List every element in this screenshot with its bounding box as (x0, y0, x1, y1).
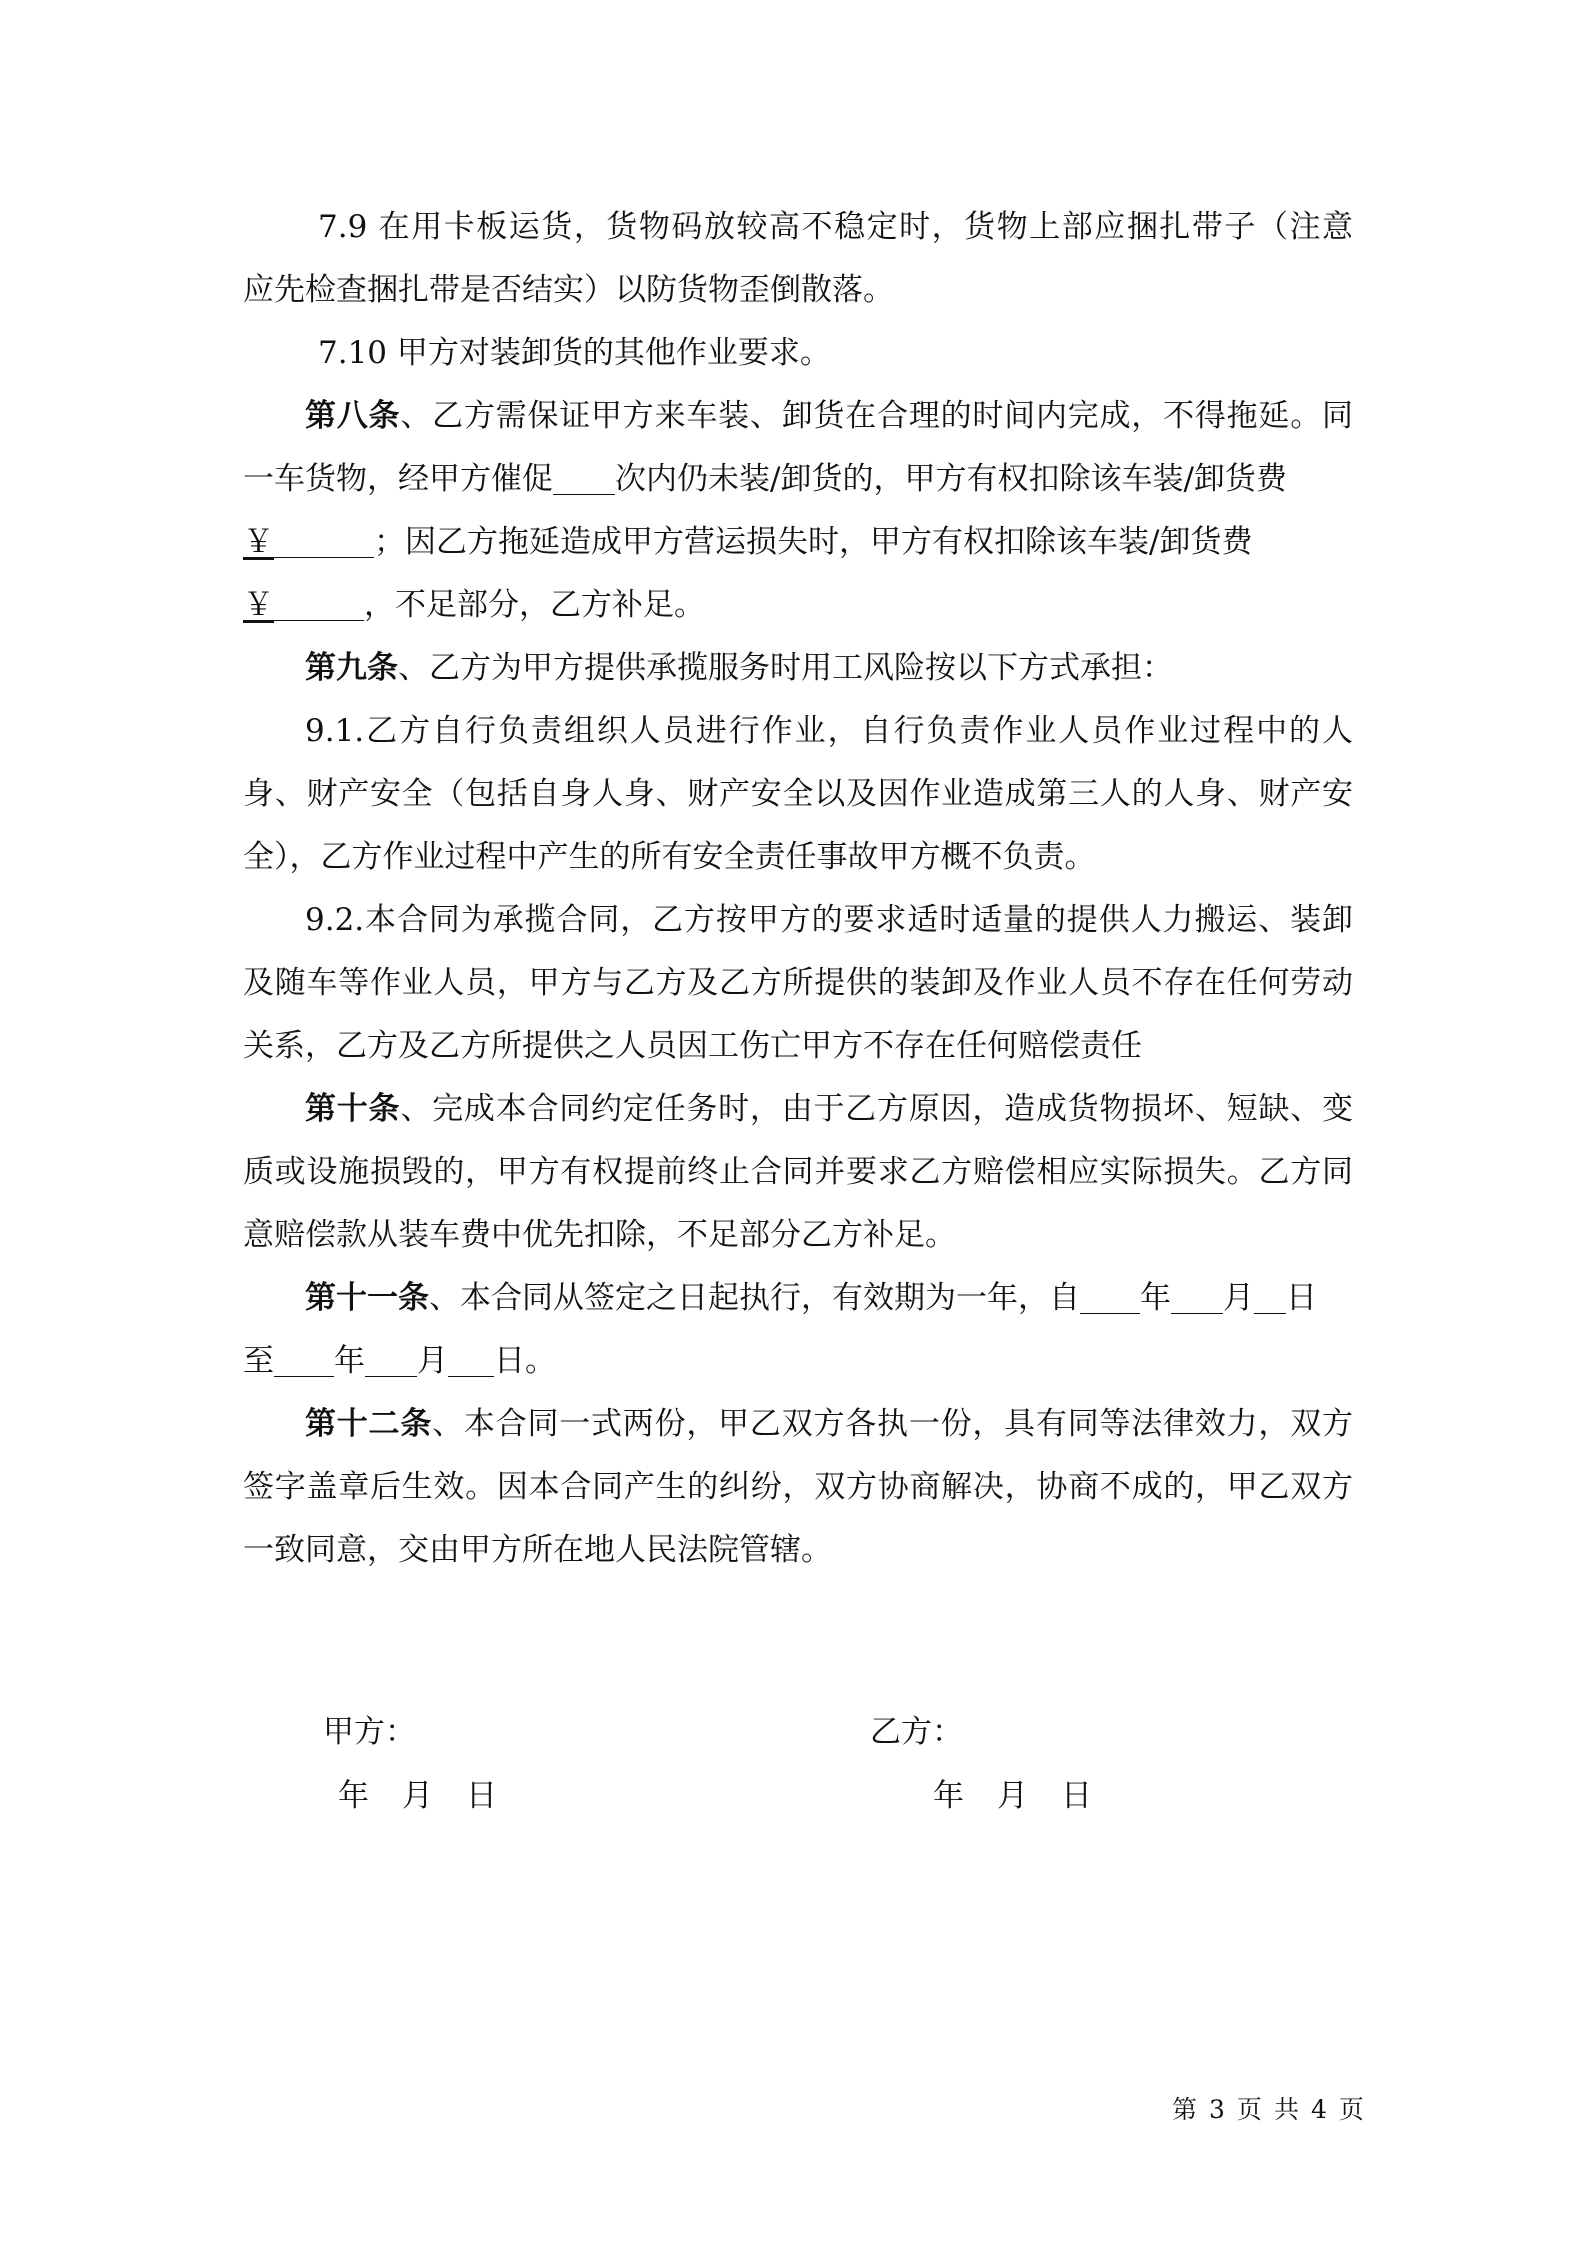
article-9 (305, 648, 1173, 688)
party-b-signature-label (870, 1712, 963, 1752)
footer-text: 页 (1338, 2095, 1364, 2124)
start-day-blank[interactable] (1254, 1283, 1286, 1314)
article-text: ，不足部分，乙方补足。 (364, 587, 705, 623)
article-text: 一致同意，交由甲方所在地人民法院管辖。 (243, 1532, 832, 1568)
article-text: ；因乙方拖延造成甲方营运损失时，甲方有权扣除该车装/卸货费 (374, 524, 1253, 560)
year-label: 年 (1140, 1280, 1171, 1316)
clause-text: 7.10 甲方对装卸货的其他作业要求。 (318, 335, 831, 371)
footer-text: 页 (1236, 2095, 1262, 2124)
article-10-line-3 (243, 1215, 956, 1255)
article-12-line-1 (305, 1404, 1353, 1444)
day-label: 日 (494, 1343, 525, 1379)
amount-blank-2[interactable] (274, 590, 364, 621)
day-label: 日 (1286, 1280, 1317, 1316)
article-label: 第十二条 (305, 1406, 433, 1442)
article-text: 、乙方需保证甲方来车装、卸货在合理的时间内完成，不得拖延。同 (400, 398, 1353, 434)
year-label: 年 (933, 1778, 964, 1814)
article-text: 质或设施损毁的，甲方有权提前终止合同并要求乙方赔偿相应实际损失。乙方同 (243, 1154, 1353, 1190)
end-month-blank[interactable] (365, 1346, 417, 1377)
clause-9-1-line-3 (243, 837, 1096, 877)
article-12-line-3 (243, 1530, 832, 1570)
yen-sign: ￥ (243, 587, 274, 623)
article-label: 第十条 (305, 1091, 401, 1127)
clause-9-2-line-1 (305, 900, 1353, 940)
start-month-blank[interactable] (1171, 1283, 1223, 1314)
period-mark: 。 (525, 1343, 556, 1379)
article-label: 第十一条 (305, 1280, 429, 1316)
article-8-line-2 (243, 459, 1287, 499)
clause-text: 及随车等作业人员，甲方与乙方及乙方所提供的装卸及作业人员不存在任何劳动 (243, 965, 1353, 1001)
clause-text: 身、财产安全（包括自身人身、财产安全以及因作业造成第三人的人身、财产安 (243, 776, 1353, 812)
to-label: 至 (243, 1343, 274, 1379)
month-label: 月 (1223, 1280, 1254, 1316)
article-10-line-1 (305, 1089, 1353, 1129)
article-text: 、本合同从签定之日起执行，有效期为一年，自 (429, 1280, 1080, 1316)
clause-text: 全），乙方作业过程中产生的所有安全责任事故甲方概不负责。 (243, 839, 1096, 875)
end-day-blank[interactable] (448, 1346, 494, 1377)
clause-7-10 (318, 333, 831, 373)
current-page-number: 3 (1209, 2095, 1225, 2124)
article-text: 、完成本合同约定任务时，由于乙方原因，造成货物损坏、短缺、变 (400, 1091, 1353, 1127)
party-b-date (933, 1776, 1125, 1816)
party-a-label: 甲方： (323, 1714, 416, 1750)
article-8-line-1 (305, 396, 1353, 436)
article-text: 一车货物，经甲方催促 (243, 461, 553, 497)
party-a-date (338, 1776, 530, 1816)
party-a-signature-label (323, 1712, 416, 1752)
article-8-line-3 (243, 522, 1252, 562)
end-year-blank[interactable] (274, 1346, 334, 1377)
party-b-label: 乙方： (870, 1714, 963, 1750)
clause-text: 9.1.乙方自行负责组织人员进行作业，自行负责作业人员作业过程中的人 (305, 713, 1353, 749)
article-12-line-2 (243, 1467, 1353, 1507)
clause-9-1-line-1 (305, 711, 1353, 751)
clause-9-1-line-2 (243, 774, 1353, 814)
clause-7-9-line-2 (243, 270, 894, 310)
clause-text: 9.2.本合同为承揽合同，乙方按甲方的要求适时适量的提供人力搬运、装卸 (305, 902, 1353, 938)
article-text: 签字盖章后生效。因本合同产生的纠纷，双方协商解决，协商不成的，甲乙双方 (243, 1469, 1353, 1505)
article-label: 第八条 (305, 398, 401, 434)
month-label: 月 (997, 1778, 1028, 1814)
article-label: 第九条 (305, 650, 398, 686)
amount-blank-1[interactable] (274, 527, 374, 558)
article-8-line-4 (243, 585, 705, 625)
article-text: 、本合同一式两份，甲乙双方各执一份，具有同等法律效力，双方 (432, 1406, 1353, 1442)
clause-9-2-line-2 (243, 963, 1353, 1003)
clause-text: 应先检查捆扎带是否结实）以防货物歪倒散落。 (243, 272, 894, 308)
article-text: 意赔偿款从装车费中优先扣除，不足部分乙方补足。 (243, 1217, 956, 1253)
footer-text: 第 (1172, 2095, 1198, 2124)
year-label: 年 (334, 1343, 365, 1379)
article-11-line-2 (243, 1341, 556, 1381)
clause-9-2-line-3 (243, 1026, 1142, 1066)
yen-sign: ￥ (243, 524, 274, 560)
clause-text: 7.9 在用卡板运货，货物码放较高不稳定时，货物上部应捆扎带子（注意 (318, 209, 1353, 245)
article-10-line-2 (243, 1152, 1353, 1192)
year-label: 年 (338, 1778, 369, 1814)
article-11-line-1 (305, 1278, 1317, 1318)
month-label: 月 (402, 1778, 433, 1814)
article-text: 次内仍未装/卸货的，甲方有权扣除该车装/卸货费 (615, 461, 1287, 497)
times-blank[interactable] (553, 464, 615, 495)
month-label: 月 (417, 1343, 448, 1379)
footer-text: 共 (1273, 2095, 1299, 2124)
clause-text: 关系，乙方及乙方所提供之人员因工伤亡甲方不存在任何赔偿责任 (243, 1028, 1142, 1064)
day-label: 日 (1061, 1778, 1092, 1814)
total-page-number: 4 (1310, 2095, 1327, 2124)
start-year-blank[interactable] (1080, 1283, 1140, 1314)
article-text: 、乙方为甲方提供承揽服务时用工风险按以下方式承担： (398, 650, 1173, 686)
clause-7-9-line-1 (318, 207, 1353, 247)
page-number-footer (1172, 2090, 1376, 2126)
day-label: 日 (466, 1778, 497, 1814)
